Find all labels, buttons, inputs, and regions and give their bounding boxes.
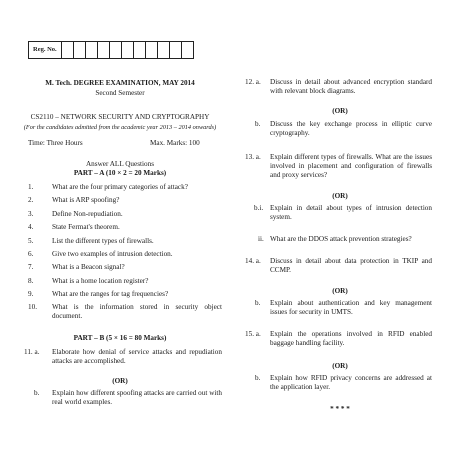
question-number: 13. a. xyxy=(245,153,261,161)
question-number: 8. xyxy=(28,277,34,285)
question-number: b. xyxy=(255,374,261,382)
question-text: Discuss in detail about advanced encryption standard with relevant block diagrams. xyxy=(270,78,432,95)
question-number: 14. a. xyxy=(245,257,261,265)
question-text: Explain the operations involved in RFID enabled baggage handling facility. xyxy=(270,330,432,347)
reg-no-cell xyxy=(98,42,110,58)
question-number: 5. xyxy=(28,237,34,245)
or-separator: (OR) xyxy=(332,287,348,295)
max-marks: Max. Marks: 100 xyxy=(150,139,200,147)
reg-no-cell xyxy=(110,42,122,58)
question-text: What are the ranges for tag frequencies? xyxy=(52,290,169,298)
question-number: 2. xyxy=(28,196,34,204)
question-number: 11. a. xyxy=(24,348,40,356)
part-b-heading: PART – B (5 × 16 = 80 Marks) xyxy=(73,334,167,342)
question-number: 1. xyxy=(28,183,34,191)
question-text: Explain in detail about types of intrusion detection system. xyxy=(270,204,432,221)
time-label: Time: Three Hours xyxy=(28,139,83,147)
question-number: 9. xyxy=(28,290,34,298)
question-text: What is the information stored in security object document. xyxy=(52,303,222,320)
exam-title: M. Tech. DEGREE EXAMINATION, MAY 2014 xyxy=(45,79,195,87)
reg-no-cell xyxy=(86,42,98,58)
course-title: CS2110 – NETWORK SECURITY AND CRYPTOGRAPHY xyxy=(30,113,210,121)
question-text: What is a home location register? xyxy=(52,277,149,285)
question-text: What is ARP spoofing? xyxy=(52,196,120,204)
question-text: Give two examples of intrusion detection. xyxy=(52,250,173,258)
or-separator: (OR) xyxy=(332,192,348,200)
question-number: 15. a. xyxy=(245,330,261,338)
reg-no-cell xyxy=(74,42,86,58)
reg-no-cell xyxy=(158,42,170,58)
question-text: Explain how RFID privacy concerns are addressed at the application layer. xyxy=(270,374,432,391)
question-text: What are the DDOS attack prevention strategies? xyxy=(270,235,412,243)
question-number: 4. xyxy=(28,223,34,231)
question-text: What are the four primary categories of attack? xyxy=(52,183,188,191)
question-number: ii. xyxy=(258,235,264,243)
question-text: Explain about authentication and key management issues for security in UMTS. xyxy=(270,299,432,316)
admission-note: (For the candidates admitted from the academic year 2013 – 2014 onwards) xyxy=(23,124,217,131)
question-number: b.i. xyxy=(254,204,264,212)
question-text: List the different types of firewalls. xyxy=(52,237,154,245)
question-number: b. xyxy=(255,299,261,307)
reg-no-cell xyxy=(170,42,182,58)
question-number: 7. xyxy=(28,263,34,271)
reg-no-cell xyxy=(122,42,134,58)
question-text: Explain different types of firewalls. What are the issues involved in placement and configuration of firewalls and proxy services? xyxy=(270,153,432,179)
question-number: 12. a. xyxy=(245,78,261,86)
question-number: 10. xyxy=(28,303,37,311)
question-number: b. xyxy=(34,389,40,397)
or-separator: (OR) xyxy=(332,362,348,370)
reg-no-cell xyxy=(146,42,158,58)
or-separator: (OR) xyxy=(112,377,128,385)
reg-no-cell xyxy=(134,42,146,58)
answer-all: Answer ALL Questions xyxy=(85,160,154,168)
question-number: 3. xyxy=(28,210,34,218)
question-text: Define Non-repudiation. xyxy=(52,210,123,218)
end-mark: * * * * xyxy=(330,405,350,413)
question-number: 6. xyxy=(28,250,34,258)
or-separator: (OR) xyxy=(332,107,348,115)
reg-no-box xyxy=(28,41,194,59)
reg-no-label: Reg. No. xyxy=(29,42,62,58)
question-text: State Fermat's theorem. xyxy=(52,223,120,231)
question-text: Discuss the key exchange process in elliptic curve cryptography. xyxy=(270,120,432,137)
question-number: b. xyxy=(255,120,261,128)
part-a-heading: PART – A (10 × 2 = 20 Marks) xyxy=(73,169,167,177)
question-text: What is a Beacon signal? xyxy=(52,263,125,271)
semester: Second Semester xyxy=(95,89,145,97)
question-text: Explain how different spoofing attacks are carried out with real world examples. xyxy=(52,389,222,406)
question-text: Discuss in detail about data protection in TKIP and CCMP. xyxy=(270,257,432,274)
reg-no-cell xyxy=(182,42,193,58)
question-text: Elaborate how denial of service attacks and repudiation attacks are accomplished. xyxy=(52,348,222,365)
reg-no-cell xyxy=(62,42,74,58)
